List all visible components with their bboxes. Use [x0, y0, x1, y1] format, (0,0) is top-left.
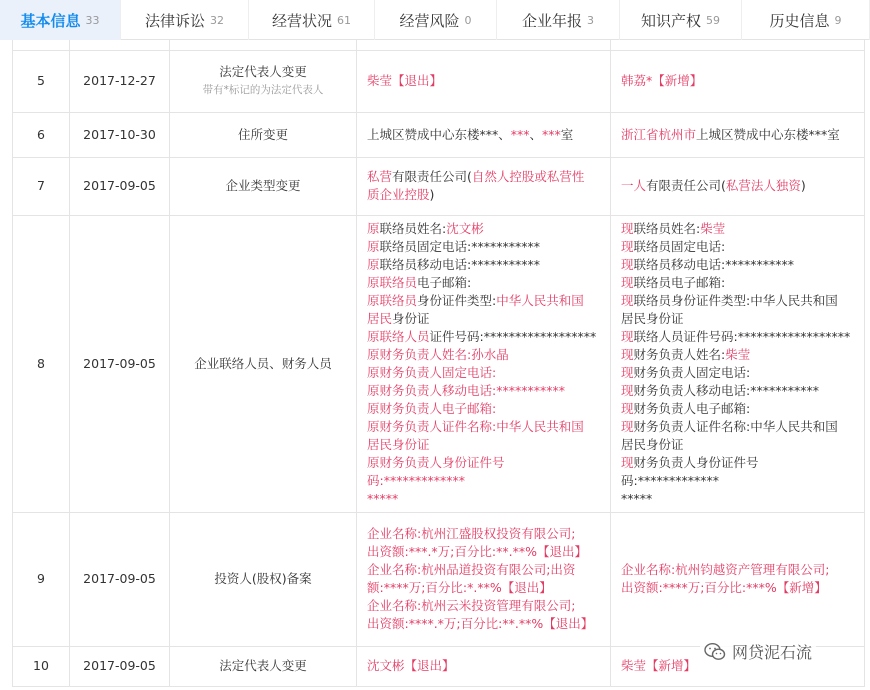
- changed-text: 自然人控股或私营性: [471, 169, 585, 184]
- unchanged-text: 联络员身份证件类型:中华人民共和国: [633, 292, 838, 308]
- value-line: [367, 364, 600, 382]
- changed-text: 韩荔*【新增】: [621, 73, 703, 88]
- value-line: [367, 274, 600, 292]
- value-line: [367, 126, 600, 144]
- value-line: [367, 382, 600, 400]
- value-line: [367, 220, 600, 238]
- value-line: [367, 561, 600, 579]
- value-line: [367, 310, 600, 328]
- value-line: [367, 400, 600, 418]
- unchanged-text: 上城区赞成中心东楼***室: [696, 126, 840, 142]
- changed-text: 现: [621, 238, 634, 254]
- value-line: [367, 579, 600, 597]
- changed-text: 企业名称:杭州云米投资管理有限公司;: [367, 598, 576, 613]
- changed-text: 现: [621, 292, 634, 308]
- value-line: [621, 292, 854, 310]
- unchanged-text: 联络员移动电话:***********: [633, 256, 794, 272]
- change-date: 2017-09-05: [70, 646, 170, 686]
- changed-text: 原: [367, 220, 380, 236]
- changed-text: 沈文彬: [446, 220, 484, 236]
- changed-text: 现: [621, 256, 634, 272]
- tab-4[interactable]: [375, 0, 497, 40]
- changed-text: 原: [367, 256, 380, 272]
- value-line: [621, 400, 854, 418]
- changed-text: 原联络员: [367, 292, 418, 308]
- row-number: 9: [13, 512, 70, 646]
- unchanged-text: 居民身份证: [621, 310, 684, 326]
- value-line: [621, 328, 854, 346]
- table-row: [13, 157, 865, 215]
- unchanged-text: 财务负责人固定电话:: [633, 364, 751, 380]
- changed-text: 柴莹: [700, 220, 726, 236]
- value-line: [367, 292, 600, 310]
- changed-text: 原: [367, 238, 380, 254]
- unchanged-text: 财务负责人证件名称:中华人民共和国: [633, 418, 838, 434]
- changed-text: 居民身份证: [367, 436, 430, 452]
- changed-text: 沈文彬【退出】: [367, 658, 455, 673]
- value-line: [621, 220, 854, 238]
- value-line: [621, 579, 854, 597]
- changed-text: 原联络人员: [367, 328, 430, 344]
- unchanged-text: 财务负责人姓名:: [633, 346, 726, 362]
- tab-count: 33: [85, 13, 100, 27]
- changed-text: 现: [621, 454, 634, 470]
- unchanged-text: 联络员固定电话:: [633, 238, 726, 254]
- value-line: [621, 238, 854, 256]
- value-line: [367, 525, 600, 543]
- changed-text: ***: [542, 126, 561, 142]
- change-item-label: 企业类型变更: [225, 178, 301, 193]
- changed-text: 原联络员: [367, 274, 418, 290]
- unchanged-text: ): [800, 178, 806, 193]
- changed-text: *****: [367, 490, 399, 506]
- value-line: [367, 72, 600, 90]
- wechat-icon: [704, 642, 726, 662]
- unchanged-text: 电子邮箱:: [417, 274, 472, 290]
- table-row: [13, 512, 865, 646]
- unchanged-text: 联络员电子邮箱:: [633, 274, 726, 290]
- unchanged-text: 、: [529, 126, 543, 142]
- value-line: [367, 436, 600, 454]
- tab-count: 59: [706, 13, 720, 27]
- change-item: [170, 215, 357, 512]
- table-top-edge: [13, 40, 865, 50]
- changed-text: 现: [621, 418, 634, 434]
- change-item-label: 住所变更: [237, 126, 288, 142]
- tab-label: 法律诉讼: [144, 11, 205, 30]
- row-number: 7: [13, 157, 70, 215]
- value-line: [621, 382, 854, 400]
- tab-label: 企业年报: [521, 11, 582, 30]
- after-value: [611, 50, 865, 112]
- after-value: [611, 112, 865, 157]
- value-line: [367, 256, 600, 274]
- tab-5[interactable]: [497, 0, 620, 40]
- change-item-label: 法定代表人变更: [219, 658, 307, 673]
- changed-text: 企业名称:杭州品道投资有限公司;出资: [367, 562, 576, 577]
- changed-text: 浙江省杭州市: [621, 126, 697, 142]
- value-line: [621, 418, 854, 436]
- change-item-label: 法定代表人变更: [219, 64, 307, 79]
- value-line: [621, 256, 854, 274]
- unchanged-text: 财务负责人移动电话:***********: [633, 382, 819, 398]
- after-value: [611, 512, 865, 646]
- tab-label: 经营状况: [271, 11, 332, 30]
- value-line: [621, 490, 854, 508]
- unchanged-text: 上城区赞成中心东楼***、: [367, 126, 511, 142]
- value-line: [367, 454, 600, 490]
- unchanged-text: 身份证件类型:: [417, 292, 497, 308]
- change-date: 2017-10-30: [70, 112, 170, 157]
- tab-count: 3: [587, 13, 594, 27]
- tab-count: 9: [834, 13, 842, 27]
- value-line: [621, 346, 854, 364]
- unchanged-text: 有限责任公司(: [392, 169, 472, 184]
- tab-count: 61: [337, 13, 351, 27]
- value-line: [621, 436, 854, 454]
- changed-text: 私营: [367, 169, 393, 184]
- change-date: 2017-09-05: [70, 215, 170, 512]
- changed-text: 一人: [621, 178, 647, 193]
- watermark: [700, 638, 816, 665]
- changed-text: 居民: [367, 310, 393, 326]
- value-line: [621, 177, 854, 195]
- value-line: [367, 186, 600, 204]
- value-line: [367, 168, 600, 186]
- value-line: [367, 543, 600, 561]
- change-record-table: [12, 40, 865, 687]
- value-line: [367, 418, 600, 436]
- change-item: [170, 112, 357, 157]
- changed-text: 现: [621, 382, 634, 398]
- value-line: [621, 454, 854, 490]
- changed-text: 中华人民共和国: [496, 292, 584, 308]
- before-value: [357, 646, 611, 686]
- value-line: [367, 597, 600, 615]
- value-line: [367, 615, 600, 633]
- changed-text: 现: [621, 328, 634, 344]
- tab-label: 经营风险: [399, 11, 460, 30]
- value-line: [367, 657, 600, 675]
- after-value: [611, 157, 865, 215]
- value-line: [367, 328, 600, 346]
- changed-text: 原财务负责人固定电话:: [367, 364, 497, 380]
- tab-2[interactable]: [121, 0, 249, 40]
- tab-label: 历史信息: [769, 11, 830, 30]
- changed-text: 柴莹【新增】: [621, 658, 697, 673]
- changed-text: 现: [621, 364, 634, 380]
- row-number: 5: [13, 50, 70, 112]
- changed-text: 额:****万;百分比:*.**%【退出】: [367, 580, 552, 595]
- changed-text: 质企业控股: [367, 187, 430, 202]
- unchanged-text: 联络员移动电话:***********: [379, 256, 540, 272]
- unchanged-text: 财务负责人电子邮箱:: [633, 400, 751, 416]
- unchanged-text: 财务负责人身份证件号码:*************: [621, 454, 759, 488]
- before-value: [357, 112, 611, 157]
- changed-text: 出资额:***.*万;百分比:**.**%【退出】: [367, 544, 587, 559]
- changed-text: 原财务负责人姓名:孙水晶: [367, 346, 509, 362]
- changed-text: 企业名称:杭州江盛股权投资有限公司;: [367, 526, 576, 541]
- changed-text: 原财务负责人移动电话:***********: [367, 382, 565, 398]
- change-item-label: 投资人(股权)备案: [214, 571, 312, 586]
- change-date: 2017-09-05: [70, 512, 170, 646]
- unchanged-text: ): [429, 187, 435, 202]
- before-value: [357, 512, 611, 646]
- table-row: [13, 50, 865, 112]
- changed-text: 企业名称:杭州钧越资产管理有限公司;: [621, 562, 830, 577]
- value-line: [621, 364, 854, 382]
- change-item: [170, 646, 357, 686]
- before-value: [357, 215, 611, 512]
- unchanged-text: 证件号码:******************: [429, 328, 597, 344]
- unchanged-text: 联络员固定电话:***********: [379, 238, 540, 254]
- unchanged-text: *****: [621, 490, 653, 506]
- changed-text: 柴莹【退出】: [367, 73, 443, 88]
- unchanged-text: 身份证: [392, 310, 430, 326]
- watermark-text: 网贷泥石流: [732, 643, 813, 662]
- tab-7[interactable]: [742, 0, 870, 40]
- changed-text: 私营法人独资: [725, 178, 801, 193]
- unchanged-text: 联络员姓名:: [379, 220, 447, 236]
- value-line: [367, 346, 600, 364]
- row-number: 8: [13, 215, 70, 512]
- changed-text: 现: [621, 274, 634, 290]
- tab-count: 0: [464, 13, 472, 27]
- change-item-label: 企业联络人员、财务人员: [194, 355, 332, 371]
- table-row: [13, 215, 865, 512]
- table-row: [13, 112, 865, 157]
- value-line: [367, 490, 600, 508]
- change-item: [170, 50, 357, 112]
- value-line: [621, 126, 854, 144]
- changed-text: 现: [621, 400, 634, 416]
- before-value: [357, 50, 611, 112]
- changed-text: 原财务负责人身份证件号码:*************: [367, 454, 505, 488]
- value-line: [621, 274, 854, 292]
- unchanged-text: 有限责任公司(: [646, 178, 726, 193]
- tab-count: 32: [210, 13, 224, 27]
- after-value: [611, 215, 865, 512]
- change-record-table-wrapper: [12, 40, 864, 687]
- changed-text: 原财务负责人证件名称:中华人民共和国: [367, 418, 584, 434]
- row-number: 6: [13, 112, 70, 157]
- value-line: [621, 310, 854, 328]
- changed-text: 出资额:****.*万;百分比:**.**%【退出】: [367, 616, 594, 631]
- change-date: 2017-12-27: [70, 50, 170, 112]
- changed-text: ***: [510, 126, 530, 142]
- value-line: [621, 561, 854, 579]
- changed-text: 现: [621, 346, 634, 362]
- unchanged-text: 联络员姓名:: [633, 220, 701, 236]
- tab-label: 知识产权: [640, 11, 701, 30]
- changed-text: 现: [621, 220, 634, 236]
- value-line: [367, 238, 600, 256]
- unchanged-text: 室: [560, 126, 574, 142]
- before-value: [357, 157, 611, 215]
- changed-text: 柴莹: [725, 346, 751, 362]
- change-item: [170, 157, 357, 215]
- tab-label: 基本信息: [20, 11, 81, 30]
- value-line: [621, 72, 854, 90]
- tab-6[interactable]: [620, 0, 742, 40]
- change-date: 2017-09-05: [70, 157, 170, 215]
- unchanged-text: 居民身份证: [621, 436, 684, 452]
- changed-text: 出资额:****万;百分比:***%【新增】: [621, 580, 827, 595]
- change-item-note: 带有*标记的为法定代表人: [202, 84, 324, 96]
- tab-3[interactable]: [249, 0, 375, 40]
- tab-1[interactable]: [0, 0, 121, 40]
- unchanged-text: 联络人员证件号码:******************: [633, 328, 851, 344]
- row-number: 10: [13, 646, 70, 686]
- tab-bar: [0, 0, 870, 40]
- change-item: [170, 512, 357, 646]
- changed-text: 原财务负责人电子邮箱:: [367, 400, 497, 416]
